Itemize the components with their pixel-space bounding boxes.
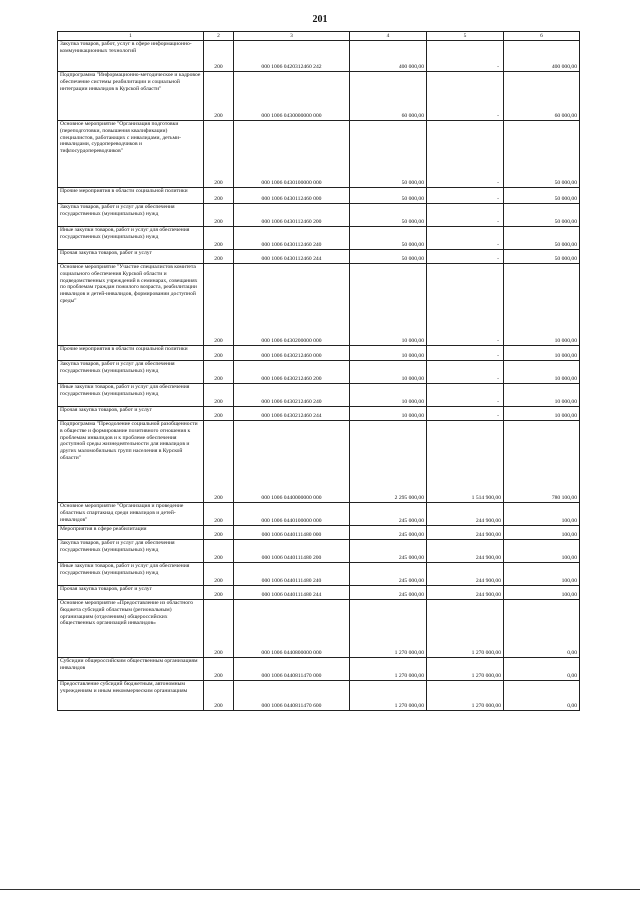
table-row [58,72,580,121]
row-col2: 200 [204,540,234,563]
row-col2: 200 [204,407,234,421]
row-col4: 50 000,00 [350,227,427,250]
row-col6: 10 000,00 [504,361,580,384]
table-row [58,526,580,540]
table-row [58,421,580,503]
row-col2: 200 [204,361,234,384]
row-col6: 50 000,00 [504,227,580,250]
row-col6: 10 000,00 [504,264,580,346]
row-col6: 0,00 [504,681,580,711]
row-col2: 200 [204,227,234,250]
row-name: Закупка товаров, работ и услуг для обеспечения государственных (муниципальных) нужд [58,540,204,563]
row-col5: - [427,72,504,121]
row-col6: 100,00 [504,563,580,586]
row-col4: 400 000,00 [350,41,427,72]
row-col5: - [427,407,504,421]
row-name: Подпрограмма "Преодоление социальной разобщенности в обществе и формирование позитивного отношения к проблемам инвалидов и к проблеме обеспечения доступной среды жизнедеятельности для инвалидов и других маломобильных групп населения в Курской области" [58,421,204,503]
row-col4: 10 000,00 [350,264,427,346]
row-col2: 200 [204,563,234,586]
table-row [58,121,580,188]
row-name: Закупка товаров, работ и услуг для обеспечения государственных (муниципальных) нужд [58,204,204,227]
table-row [58,250,580,264]
row-col4: 245 000,00 [350,586,427,600]
row-name: Предоставление субсидий бюджетным, автономным учреждениям и иным некоммерческим организациям [58,681,204,711]
row-col4: 50 000,00 [350,204,427,227]
row-col6: 50 000,00 [504,204,580,227]
row-col5: 244 900,00 [427,563,504,586]
row-name: Закупка товаров, работ, услуг в сфере информационно-коммуникационных технологий [58,41,204,72]
row-col2: 200 [204,250,234,264]
row-col4: 10 000,00 [350,361,427,384]
row-col4: 245 000,00 [350,563,427,586]
row-col2: 200 [204,681,234,711]
table-row [58,188,580,204]
row-col4: 50 000,00 [350,121,427,188]
row-col5: 244 900,00 [427,586,504,600]
row-col4: 1 270 000,00 [350,658,427,681]
row-name: Прочие мероприятия в области социальной политики [58,346,204,361]
row-code: 000 1006 0430112460 240 [234,227,350,250]
header-row [58,32,580,41]
row-code: 000 1006 0440111480 244 [234,586,350,600]
row-col2: 200 [204,188,234,204]
row-col2: 200 [204,658,234,681]
row-col6: 100,00 [504,526,580,540]
row-col2: 200 [204,264,234,346]
row-code: 000 1006 0430100000 000 [234,121,350,188]
row-col2: 200 [204,384,234,407]
row-code: 000 1006 0430000000 000 [234,72,350,121]
row-col6: 780 100,00 [504,421,580,503]
row-code: 000 1006 0440111480 000 [234,526,350,540]
row-name: Иные закупки товаров, работ и услуг для обеспечения государственных (муниципальных) нужд [58,384,204,407]
table-row [58,346,580,361]
row-name: Основное мероприятие «Предоставление из областного бюджета субсидий областным (региональным) организациям (отделениям) общероссийских общественных организаций инвалидов» [58,600,204,658]
row-code: 000 1006 0430112460 244 [234,250,350,264]
row-name: Основное мероприятие "Организация подготовки (переподготовки, повышения квалификации) специалистов, работающих с инвалидами, детьми-инвалидами, сурдопереводчиков и тифлосурдопереводчиков" [58,121,204,188]
row-col6: 10 000,00 [504,407,580,421]
table-row [58,361,580,384]
row-code: 000 1006 0430112460 000 [234,188,350,204]
row-col5: - [427,227,504,250]
row-name: Иные закупки товаров, работ и услуг для обеспечения государственных (муниципальных) нужд [58,563,204,586]
row-col5: - [427,361,504,384]
table-row [58,41,580,72]
row-col5: - [427,250,504,264]
row-col5: 244 900,00 [427,526,504,540]
row-col6: 100,00 [504,503,580,526]
row-col4: 60 000,00 [350,72,427,121]
row-col5: - [427,384,504,407]
row-name: Основное мероприятие "Организация и проведение областных спартакиад среди инвалидов и детей-инвалидов" [58,503,204,526]
row-code: 000 1006 0430212460 244 [234,407,350,421]
row-col6: 50 000,00 [504,250,580,264]
row-col5: - [427,346,504,361]
table-row [58,681,580,711]
row-name: Прочая закупка товаров, работ и услуг [58,586,204,600]
table-row [58,563,580,586]
header-col-2: 2 [204,32,234,41]
row-name: Основное мероприятие "Участие специалистов комитета социального обеспечения Курской области и подведомственных учреждений в семинарах, совещаниях по проблемам граждан пожилого возраста, реабилитации инвалидов и детей-инвалидов, формировании доступной среды" [58,264,204,346]
header-col-3: 3 [234,32,350,41]
table-row [58,227,580,250]
row-code: 000 1006 0430212460 000 [234,346,350,361]
row-col6: 10 000,00 [504,346,580,361]
row-code: 000 1006 0430212460 240 [234,384,350,407]
row-col5: 1 270 000,00 [427,600,504,658]
row-name: Субсидии общероссийским общественным организациям инвалидов [58,658,204,681]
table-row [58,204,580,227]
row-col2: 200 [204,526,234,540]
row-code: 000 1006 0440000000 000 [234,421,350,503]
row-col4: 50 000,00 [350,188,427,204]
row-col5: - [427,188,504,204]
row-col2: 200 [204,586,234,600]
row-col6: 100,00 [504,540,580,563]
row-col2: 200 [204,600,234,658]
row-col6: 400 000,00 [504,41,580,72]
row-code: 000 1006 0440111480 200 [234,540,350,563]
table-row [58,658,580,681]
row-col2: 200 [204,204,234,227]
row-code: 000 1006 0440111480 240 [234,563,350,586]
table-row [58,407,580,421]
row-code: 000 1006 0440811470 600 [234,681,350,711]
row-name: Иные закупки товаров, работ и услуг для обеспечения государственных (муниципальных) нужд [58,227,204,250]
row-name: Прочие мероприятия в области социальной политики [58,188,204,204]
table-row [58,264,580,346]
budget-table [57,31,580,711]
row-col4: 2 295 000,00 [350,421,427,503]
row-col6: 50 000,00 [504,188,580,204]
table-row [58,384,580,407]
header-col-6: 6 [504,32,580,41]
row-code: 000 1006 0430200000 000 [234,264,350,346]
table-row [58,503,580,526]
row-col2: 200 [204,421,234,503]
row-col6: 60 000,00 [504,72,580,121]
row-col2: 200 [204,346,234,361]
row-col5: 1 270 000,00 [427,681,504,711]
row-col4: 1 270 000,00 [350,681,427,711]
table-row [58,600,580,658]
row-col5: - [427,41,504,72]
page-number: 201 [312,14,328,25]
table-row [58,586,580,600]
row-col5: 244 900,00 [427,503,504,526]
header-col-1: 1 [58,32,204,41]
row-col2: 200 [204,72,234,121]
row-col5: - [427,264,504,346]
row-col2: 200 [204,41,234,72]
row-col4: 10 000,00 [350,384,427,407]
row-code: 000 1006 0430212460 200 [234,361,350,384]
row-col2: 200 [204,503,234,526]
row-code: 000 1006 0440800000 000 [234,600,350,658]
row-col5: 1 270 000,00 [427,658,504,681]
row-col6: 10 000,00 [504,384,580,407]
row-col4: 10 000,00 [350,407,427,421]
row-col6: 100,00 [504,586,580,600]
row-col2: 200 [204,121,234,188]
row-code: 000 1006 0430112460 200 [234,204,350,227]
row-code: 000 1006 0440811470 000 [234,658,350,681]
row-col6: 0,00 [504,600,580,658]
row-col5: 244 900,00 [427,540,504,563]
row-code: 000 1006 0420312460 242 [234,41,350,72]
row-code: 000 1006 0440100000 000 [234,503,350,526]
footer-rule [0,889,640,890]
row-col6: 0,00 [504,658,580,681]
table-row [58,540,580,563]
row-col4: 1 270 000,00 [350,600,427,658]
row-col6: 50 000,00 [504,121,580,188]
row-name: Подпрограмма "Информационно-методическое и кадровое обеспечение системы реабилитации и социальной интеграции инвалидов в Курской области" [58,72,204,121]
row-name: Закупка товаров, работ и услуг для обеспечения государственных (муниципальных) нужд [58,361,204,384]
row-col4: 50 000,00 [350,250,427,264]
row-col5: - [427,121,504,188]
row-col4: 245 000,00 [350,503,427,526]
row-name: Прочая закупка товаров, работ и услуг [58,250,204,264]
row-col5: - [427,204,504,227]
header-col-4: 4 [350,32,427,41]
row-col5: 1 514 900,00 [427,421,504,503]
row-name: Прочая закупка товаров, работ и услуг [58,407,204,421]
row-col4: 245 000,00 [350,540,427,563]
row-name: Мероприятия в сфере реабилитации [58,526,204,540]
row-col4: 10 000,00 [350,346,427,361]
header-col-5: 5 [427,32,504,41]
row-col4: 245 000,00 [350,526,427,540]
